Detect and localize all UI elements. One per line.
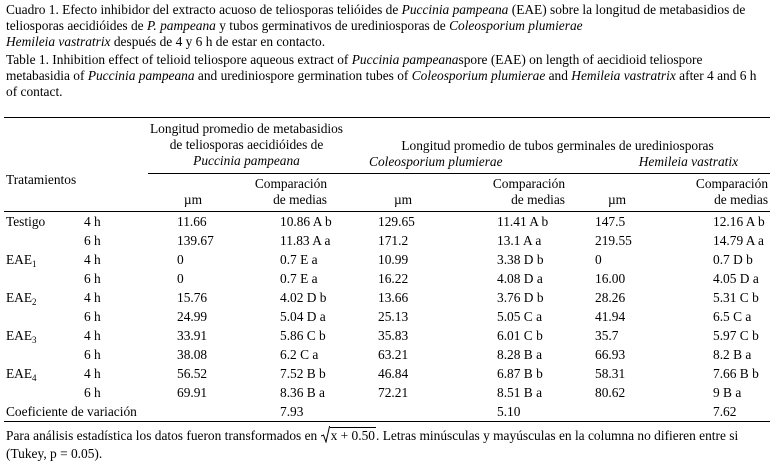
species-name: P. pampeana — [146, 18, 216, 33]
caption-text: and — [545, 68, 572, 83]
cell-value — [569, 231, 665, 250]
cell-comparison-text: 12.16 A b — [713, 214, 765, 229]
cell-value — [569, 269, 665, 288]
species-name: Hemileia vastratrix — [6, 34, 111, 49]
cell-comparison — [238, 212, 345, 232]
cv-value — [461, 402, 569, 422]
cell-time — [84, 364, 148, 383]
cell-comparison — [461, 269, 569, 288]
cell-time-text: 6 h — [84, 309, 101, 324]
cell-value — [148, 288, 238, 307]
cell-value-text: 66.93 — [595, 347, 626, 362]
species-name: Puccinia pampeana — [351, 52, 459, 67]
cell-value-text: 35.83 — [378, 328, 409, 343]
empty-cell — [569, 402, 665, 422]
cell-value — [569, 307, 665, 326]
cell-comparison-text: 10.86 A b — [280, 214, 332, 229]
table-row — [4, 231, 770, 250]
treatment-subscript: 3 — [32, 335, 37, 345]
table-row — [4, 326, 770, 345]
cell-value — [148, 345, 238, 364]
cell-value — [345, 345, 461, 364]
cell-value-text: 35.7 — [595, 328, 619, 343]
cell-comparison-text: 11.41 A b — [497, 214, 549, 229]
cell-value-text: 13.66 — [378, 290, 409, 305]
cell-value-text: 171.2 — [378, 233, 409, 248]
cell-time-text: 4 h — [84, 290, 101, 305]
cell-value — [148, 364, 238, 383]
cell-time-text: 6 h — [84, 385, 101, 400]
group-header-puccinia — [148, 118, 345, 174]
treatment-subscript: 2 — [32, 297, 37, 307]
cv-value — [665, 402, 770, 422]
caption-spanish — [6, 2, 766, 50]
cell-time — [84, 250, 148, 269]
cell-value-text: 28.26 — [595, 290, 626, 305]
cell-value — [345, 307, 461, 326]
cell-value — [569, 288, 665, 307]
cell-value-text: 11.66 — [177, 214, 207, 229]
caption-english — [6, 52, 766, 100]
table-row — [4, 307, 770, 326]
cell-value-text: 139.67 — [177, 233, 214, 248]
cell-value-text: 58.31 — [595, 366, 626, 381]
cell-comparison — [461, 212, 569, 232]
table-row-cv — [4, 402, 770, 422]
cell-comparison-text: 8.36 B a — [280, 385, 326, 400]
column-header-tratamientos: Tratamientos — [6, 171, 77, 187]
cell-value-text: 24.99 — [177, 309, 208, 324]
cell-value-text: 72.21 — [378, 385, 409, 400]
cell-value-text: 38.08 — [177, 347, 208, 362]
results-table — [4, 117, 770, 422]
cell-treatment — [4, 383, 84, 402]
cell-value-text: 41.94 — [595, 309, 626, 324]
cell-treatment-text: EAE — [6, 366, 33, 381]
cell-comparison-text: 6.2 C a — [280, 347, 319, 362]
cell-comparison-text: 4.02 D b — [280, 290, 327, 305]
cell-value — [148, 307, 238, 326]
table-body — [4, 212, 770, 422]
cell-comparison-text: 5.86 C b — [280, 328, 326, 343]
cell-time — [84, 307, 148, 326]
caption-text: and urediniospore germination tubes of — [194, 68, 412, 83]
cell-comparison-text: 13.1 A a — [497, 233, 542, 248]
footnote-text: Para análisis estadística los datos fueron transformados en — [6, 428, 321, 443]
column-header-unit: µm — [183, 192, 203, 207]
cell-treatment — [4, 364, 84, 383]
cell-comparison-text: 6.5 C a — [713, 309, 752, 324]
table-row — [4, 364, 770, 383]
cell-comparison-text: 11.83 A a — [280, 233, 331, 248]
cell-treatment — [4, 288, 84, 307]
cell-value — [148, 326, 238, 345]
cell-value — [345, 250, 461, 269]
group-header-text: Longitud promedio de metabasidios — [150, 121, 344, 136]
cell-value — [345, 383, 461, 402]
cell-value — [345, 212, 461, 232]
cell-time — [84, 212, 148, 232]
cell-comparison — [461, 307, 569, 326]
cv-value — [238, 402, 345, 422]
cell-treatment — [4, 345, 84, 364]
species-name: Puccinia pampeana — [87, 68, 195, 83]
species-name: Coleosporium plumierae — [411, 68, 546, 83]
column-header-unit: µm — [607, 192, 627, 207]
species-name: Hemileia vastratrix — [571, 68, 676, 83]
cell-comparison — [238, 307, 345, 326]
radical-sign-icon — [321, 426, 330, 443]
cell-comparison-text: 0.7 D b — [713, 252, 753, 267]
cell-comparison — [238, 345, 345, 364]
cell-value-text: 56.52 — [177, 366, 208, 381]
cell-value — [148, 212, 238, 232]
group-header-text: de teliosporas aecidióides de — [169, 137, 324, 152]
cv-value-text: 5.10 — [497, 404, 521, 419]
species-name: Coleosporium plumierae — [369, 154, 503, 169]
cell-value-text: 63.21 — [378, 347, 409, 362]
cell-value-text: 25.13 — [378, 309, 409, 324]
cell-value — [148, 250, 238, 269]
cell-time — [84, 326, 148, 345]
cv-value-text: 7.62 — [713, 404, 737, 419]
group-header-text: Longitud promedio de tubos germinales de urediniosporas — [401, 138, 714, 153]
cell-comparison — [461, 345, 569, 364]
column-header-unit: µm — [393, 192, 413, 207]
cell-comparison-text: 8.28 B a — [497, 347, 543, 362]
cell-comparison-text: 5.04 D a — [280, 309, 326, 324]
cell-time — [84, 231, 148, 250]
cell-treatment — [4, 326, 84, 345]
cell-comparison — [461, 231, 569, 250]
cell-treatment-text: EAE — [6, 328, 33, 343]
table-caption — [6, 2, 766, 100]
cell-value — [569, 345, 665, 364]
cv-value-text: 7.93 — [280, 404, 304, 419]
cell-value-text: 10.99 — [378, 252, 409, 267]
cell-comparison-text: 8.51 B a — [497, 385, 543, 400]
empty-cell — [345, 402, 461, 422]
cell-value-text: 69.91 — [177, 385, 208, 400]
treatment-subscript: 1 — [32, 259, 37, 269]
radicand: x + 0.50 — [330, 428, 375, 443]
cell-value-text: 15.76 — [177, 290, 208, 305]
cell-comparison — [665, 212, 770, 232]
cell-value — [569, 250, 665, 269]
cell-value — [148, 269, 238, 288]
caption-text: Table 1. Inhibition effect of telioid teliospore aqueous extract of — [6, 52, 352, 67]
cell-treatment — [4, 250, 84, 269]
header-text: de medias — [511, 192, 566, 207]
cell-comparison — [238, 269, 345, 288]
cell-comparison — [665, 364, 770, 383]
cell-comparison — [665, 307, 770, 326]
table-row — [4, 269, 770, 288]
cell-comparison-text: 9 B a — [713, 385, 742, 400]
cell-value-text: 0 — [595, 252, 602, 267]
cell-comparison — [238, 364, 345, 383]
cell-comparison — [238, 288, 345, 307]
header-text: de medias — [714, 192, 769, 207]
cell-value-text: 16.22 — [378, 271, 409, 286]
cell-comparison — [238, 383, 345, 402]
cell-comparison-text: 8.2 B a — [713, 347, 752, 362]
table-header — [4, 118, 770, 212]
cell-comparison — [461, 250, 569, 269]
cell-comparison-text: 0.7 E a — [280, 271, 318, 286]
table-row — [4, 345, 770, 364]
cell-comparison — [665, 345, 770, 364]
cell-comparison-text: 7.52 B b — [280, 366, 326, 381]
cell-comparison-text: 4.08 D a — [497, 271, 543, 286]
cell-time — [84, 383, 148, 402]
cell-comparison — [665, 288, 770, 307]
cell-treatment — [4, 307, 84, 326]
species-name: Hemileia vastratix — [638, 154, 739, 169]
header-text: Comparación — [492, 176, 566, 191]
cell-comparison-text: 3.76 D b — [497, 290, 544, 305]
cell-value-text: 129.65 — [378, 214, 415, 229]
cell-comparison-text: 14.79 A a — [713, 233, 764, 248]
table-row — [4, 288, 770, 307]
treatment-subscript: 4 — [32, 373, 37, 383]
table-row — [4, 383, 770, 402]
cell-value — [148, 383, 238, 402]
caption-text: Cuadro 1. Efecto inhibidor del extracto acuoso de teliosporas telióides de — [6, 2, 402, 17]
cv-label — [4, 402, 238, 422]
cell-treatment-text: Testigo — [6, 214, 46, 229]
cell-comparison-text: 5.05 C a — [497, 309, 543, 324]
cell-value-text: 0 — [177, 252, 184, 267]
cell-time-text: 4 h — [84, 252, 101, 267]
cell-time-text: 6 h — [84, 347, 101, 362]
column-header-comparacion — [238, 174, 345, 209]
cell-value-text: 0 — [177, 271, 184, 286]
cell-comparison — [238, 250, 345, 269]
cv-label-text: Coeficiente de variación — [6, 404, 137, 419]
cell-value — [345, 364, 461, 383]
species-name: Coleosporium plumierae — [449, 18, 583, 33]
header-text: Comparación — [695, 176, 769, 191]
cell-time-text: 4 h — [84, 328, 101, 343]
cell-value — [569, 326, 665, 345]
column-header-comparacion — [461, 174, 569, 209]
cell-comparison — [665, 231, 770, 250]
cell-comparison — [238, 326, 345, 345]
cell-comparison-text: 0.7 E a — [280, 252, 318, 267]
header-text: Comparación — [254, 176, 328, 191]
cell-comparison-text: 7.66 B b — [713, 366, 759, 381]
cell-treatment — [4, 231, 84, 250]
species-name: Puccinia pampeana — [193, 153, 300, 168]
cell-comparison — [461, 383, 569, 402]
cell-comparison-text: 3.38 D b — [497, 252, 544, 267]
cell-treatment — [4, 269, 84, 288]
group-header-urediniospores — [345, 118, 770, 174]
cell-value-text: 80.62 — [595, 385, 626, 400]
cell-comparison — [461, 364, 569, 383]
cell-comparison-text: 5.31 C b — [713, 290, 759, 305]
table-row — [4, 212, 770, 232]
cell-time-text: 6 h — [84, 233, 101, 248]
cell-value — [569, 364, 665, 383]
caption-text: después de 4 y 6 h de estar en contacto. — [110, 34, 326, 49]
species-name: Puccinia pampeana — [401, 2, 509, 17]
caption-text: after 4 and 6 h of contact. — [6, 68, 757, 99]
cell-comparison — [665, 383, 770, 402]
cell-value — [148, 231, 238, 250]
cell-time — [84, 345, 148, 364]
cell-treatment-text: EAE — [6, 252, 33, 267]
cell-time — [84, 269, 148, 288]
caption-text: spore (EAE) on length of aecidioid teliospore metabasidia of — [6, 52, 703, 83]
column-header-comparacion — [665, 174, 770, 209]
cell-value-text: 46.84 — [378, 366, 409, 381]
cell-comparison — [665, 269, 770, 288]
cell-treatment-text: EAE — [6, 290, 33, 305]
cell-value — [569, 383, 665, 402]
cell-value — [345, 269, 461, 288]
caption-text: (EAE) sobre la longitud de metabasidios de teliosporas aecidióides de — [6, 2, 746, 33]
header-text: de medias — [273, 192, 328, 207]
cell-treatment — [4, 212, 84, 232]
cell-time-text: 4 h — [84, 366, 101, 381]
cell-comparison-text: 6.87 B b — [497, 366, 543, 381]
cell-time-text: 4 h — [84, 214, 101, 229]
cell-comparison-text: 4.05 D a — [713, 271, 759, 286]
cell-comparison — [461, 288, 569, 307]
table-row — [4, 250, 770, 269]
square-root-expression — [321, 427, 376, 445]
cell-comparison-text: 5.97 C b — [713, 328, 759, 343]
cell-value — [345, 231, 461, 250]
cell-comparison — [461, 326, 569, 345]
footnote-text: . Letras minúsculas y mayúsculas en la columna no difieren entre si (Tukey, p = 0.05). — [6, 428, 739, 461]
cell-value — [345, 326, 461, 345]
table-footnote — [6, 427, 768, 463]
cell-value — [569, 212, 665, 232]
cell-comparison — [665, 326, 770, 345]
cell-time-text: 6 h — [84, 271, 101, 286]
cell-comparison — [665, 250, 770, 269]
cell-value — [345, 288, 461, 307]
cell-value-text: 16.00 — [595, 271, 626, 286]
cell-value-text: 147.5 — [595, 214, 626, 229]
cell-time — [84, 288, 148, 307]
cell-value-text: 33.91 — [177, 328, 208, 343]
caption-text: y tubos germinativos de urediniosporas de — [215, 18, 450, 33]
cell-comparison — [238, 231, 345, 250]
cell-comparison-text: 6.01 C b — [497, 328, 543, 343]
cell-value-text: 219.55 — [595, 233, 632, 248]
